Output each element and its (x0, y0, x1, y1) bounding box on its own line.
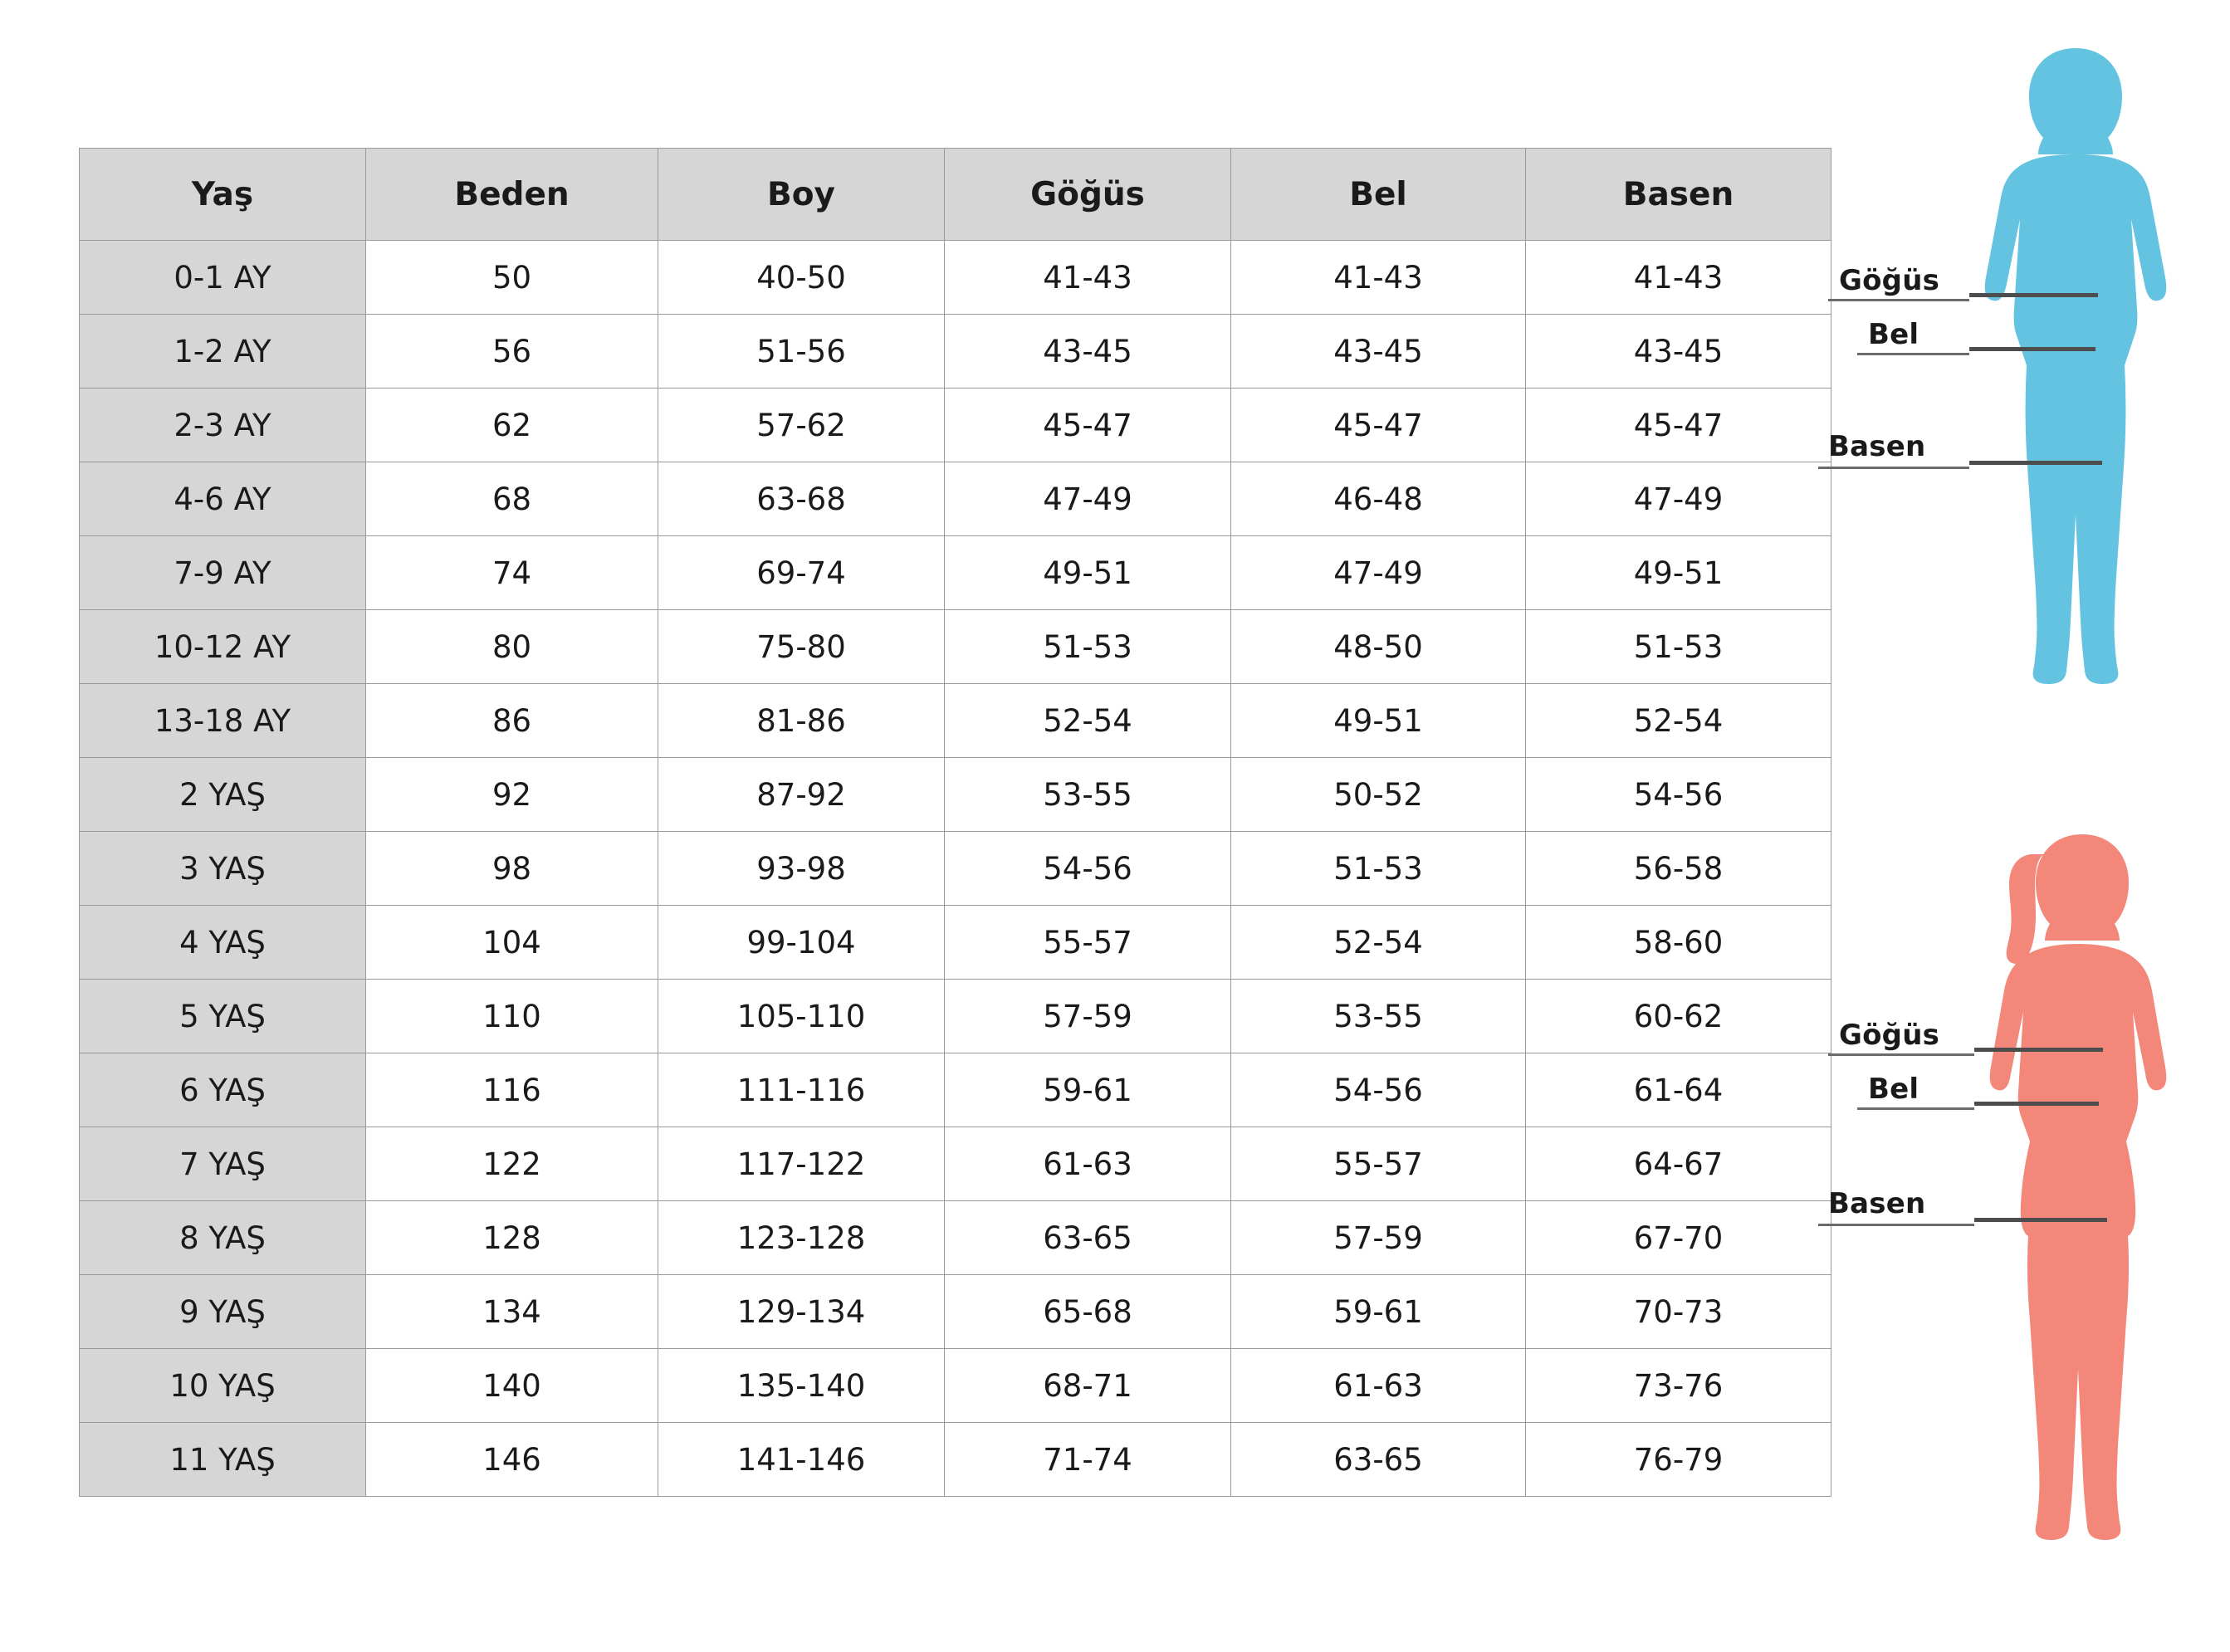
cell-age: 6 YAŞ (80, 1053, 366, 1127)
size-table (79, 148, 1831, 1497)
cell-hip: 41-43 (1526, 241, 1831, 315)
cell-chest: 47-49 (945, 462, 1231, 536)
cell-hip: 45-47 (1526, 389, 1831, 462)
cell-height: 81-86 (658, 684, 945, 758)
cell-age: 4 YAŞ (80, 906, 366, 980)
cell-height: 141-146 (658, 1423, 945, 1497)
table-row (80, 315, 1831, 389)
cell-size: 98 (366, 832, 658, 906)
cell-size: 140 (366, 1349, 658, 1423)
girl-chest-measure (1839, 1019, 1939, 1052)
cell-hip: 67-70 (1526, 1201, 1831, 1275)
cell-hip: 43-45 (1526, 315, 1831, 389)
cell-age: 0-1 AY (80, 241, 366, 315)
cell-hip: 60-62 (1526, 980, 1831, 1053)
cell-age: 1-2 AY (80, 315, 366, 389)
boy-hip-label: Basen (1828, 430, 1926, 463)
chest-line (1969, 293, 2098, 297)
boy-hip-leadline (1818, 467, 2084, 469)
girl-figure-block (1810, 826, 2225, 1644)
table-row (80, 610, 1831, 684)
table-row (80, 462, 1831, 536)
table-row (80, 980, 1831, 1053)
chest-line (1974, 1048, 2103, 1052)
cell-size: 50 (366, 241, 658, 315)
body-diagrams (1810, 17, 2225, 1644)
cell-waist: 41-43 (1231, 241, 1526, 315)
cell-chest: 55-57 (945, 906, 1231, 980)
cell-size: 104 (366, 906, 658, 980)
boy-chest-line (1969, 293, 2098, 297)
cell-size: 92 (366, 758, 658, 832)
cell-hip: 73-76 (1526, 1349, 1831, 1423)
cell-waist: 49-51 (1231, 684, 1526, 758)
cell-chest: 65-68 (945, 1275, 1231, 1349)
girl-hip-measure (1828, 1187, 1925, 1220)
cell-waist: 50-52 (1231, 758, 1526, 832)
cell-hip: 76-79 (1526, 1423, 1831, 1497)
lead-line (1828, 299, 1969, 301)
girl-chest-line (1974, 1048, 2103, 1052)
cell-size: 74 (366, 536, 658, 610)
cell-height: 51-56 (658, 315, 945, 389)
cell-height: 69-74 (658, 536, 945, 610)
cell-age: 11 YAŞ (80, 1423, 366, 1497)
cell-chest: 57-59 (945, 980, 1231, 1053)
table-row (80, 758, 1831, 832)
cell-size: 86 (366, 684, 658, 758)
cell-hip: 70-73 (1526, 1275, 1831, 1349)
cell-waist: 61-63 (1231, 1349, 1526, 1423)
cell-waist: 47-49 (1231, 536, 1526, 610)
boy-waist-leadline (1857, 353, 2106, 355)
cell-chest: 71-74 (945, 1423, 1231, 1497)
table-row (80, 1275, 1831, 1349)
cell-waist: 43-45 (1231, 315, 1526, 389)
cell-height: 63-68 (658, 462, 945, 536)
cell-age: 7-9 AY (80, 536, 366, 610)
table-row (80, 684, 1831, 758)
cell-age: 7 YAŞ (80, 1127, 366, 1201)
table-header-row (80, 149, 1831, 241)
girl-chest-label: Göğüs (1839, 1019, 1940, 1052)
cell-waist: 46-48 (1231, 462, 1526, 536)
cell-size: 68 (366, 462, 658, 536)
table-row (80, 389, 1831, 462)
lead-line (1828, 1053, 1974, 1056)
boy-chest-label: Göğüs (1839, 264, 1940, 297)
cell-waist: 45-47 (1231, 389, 1526, 462)
table-row (80, 1127, 1831, 1201)
boy-waist-label: Bel (1868, 318, 1919, 351)
cell-hip: 47-49 (1526, 462, 1831, 536)
lead-line (1857, 353, 1969, 355)
cell-size: 56 (366, 315, 658, 389)
cell-age: 9 YAŞ (80, 1275, 366, 1349)
cell-waist: 52-54 (1231, 906, 1526, 980)
column-header-waist: Bel (1231, 149, 1526, 241)
table-header (80, 149, 1831, 241)
column-header-age: Yaş (80, 149, 366, 241)
cell-age: 10 YAŞ (80, 1349, 366, 1423)
cell-height: 99-104 (658, 906, 945, 980)
cell-height: 135-140 (658, 1349, 945, 1423)
girl-waist-label: Bel (1868, 1073, 1919, 1106)
cell-hip: 51-53 (1526, 610, 1831, 684)
cell-size: 110 (366, 980, 658, 1053)
lead-line (1818, 1224, 1974, 1226)
boy-hip-measure (1828, 430, 1925, 463)
cell-age: 2 YAŞ (80, 758, 366, 832)
girl-hip-label: Basen (1828, 1187, 1926, 1220)
girl-hip-leadline (1818, 1224, 2100, 1226)
cell-chest: 45-47 (945, 389, 1231, 462)
cell-hip: 52-54 (1526, 684, 1831, 758)
cell-height: 40-50 (658, 241, 945, 315)
cell-height: 111-116 (658, 1053, 945, 1127)
table-row (80, 1053, 1831, 1127)
cell-size: 80 (366, 610, 658, 684)
cell-hip: 54-56 (1526, 758, 1831, 832)
cell-height: 87-92 (658, 758, 945, 832)
cell-chest: 61-63 (945, 1127, 1231, 1201)
cell-hip: 61-64 (1526, 1053, 1831, 1127)
cell-waist: 59-61 (1231, 1275, 1526, 1349)
hip-line (1969, 461, 2102, 465)
table-row (80, 832, 1831, 906)
girl-hip-line (1974, 1218, 2107, 1222)
cell-size: 62 (366, 389, 658, 462)
cell-size: 134 (366, 1275, 658, 1349)
cell-hip: 49-51 (1526, 536, 1831, 610)
cell-size: 146 (366, 1423, 658, 1497)
boy-chest-leadline (1828, 299, 2077, 301)
cell-chest: 59-61 (945, 1053, 1231, 1127)
cell-age: 4-6 AY (80, 462, 366, 536)
girl-chest-leadline (1828, 1053, 2094, 1056)
girl-waist-line (1974, 1102, 2099, 1106)
girl-waist-measure (1868, 1073, 1919, 1106)
girl-waist-leadline (1857, 1107, 2123, 1110)
boy-waist-line (1969, 347, 2096, 351)
boy-figure-block (1810, 42, 2225, 838)
cell-height: 105-110 (658, 980, 945, 1053)
cell-height: 129-134 (658, 1275, 945, 1349)
cell-waist: 51-53 (1231, 832, 1526, 906)
table-row (80, 1423, 1831, 1497)
cell-age: 8 YAŞ (80, 1201, 366, 1275)
cell-height: 75-80 (658, 610, 945, 684)
lead-line (1818, 467, 1969, 469)
lead-line (1857, 1107, 1974, 1110)
cell-chest: 49-51 (945, 536, 1231, 610)
cell-waist: 53-55 (1231, 980, 1526, 1053)
cell-height: 57-62 (658, 389, 945, 462)
hip-line (1974, 1218, 2107, 1222)
size-table-container (79, 148, 1831, 1497)
column-header-height: Boy (658, 149, 945, 241)
column-header-hip: Basen (1526, 149, 1831, 241)
table-row (80, 906, 1831, 980)
boy-hip-line (1969, 461, 2102, 465)
cell-height: 93-98 (658, 832, 945, 906)
column-header-chest: Göğüs (945, 149, 1231, 241)
cell-chest: 52-54 (945, 684, 1231, 758)
cell-waist: 57-59 (1231, 1201, 1526, 1275)
cell-age: 10-12 AY (80, 610, 366, 684)
cell-waist: 48-50 (1231, 610, 1526, 684)
cell-hip: 64-67 (1526, 1127, 1831, 1201)
table-row (80, 1349, 1831, 1423)
cell-age: 2-3 AY (80, 389, 366, 462)
cell-waist: 63-65 (1231, 1423, 1526, 1497)
cell-hip: 56-58 (1526, 832, 1831, 906)
cell-chest: 53-55 (945, 758, 1231, 832)
table-row (80, 536, 1831, 610)
cell-chest: 54-56 (945, 832, 1231, 906)
cell-age: 13-18 AY (80, 684, 366, 758)
cell-age: 3 YAŞ (80, 832, 366, 906)
cell-chest: 51-53 (945, 610, 1231, 684)
cell-waist: 55-57 (1231, 1127, 1526, 1201)
cell-chest: 68-71 (945, 1349, 1231, 1423)
cell-age: 5 YAŞ (80, 980, 366, 1053)
cell-size: 128 (366, 1201, 658, 1275)
table-row (80, 1201, 1831, 1275)
cell-hip: 58-60 (1526, 906, 1831, 980)
boy-waist-measure (1868, 318, 1919, 351)
waist-line (1969, 347, 2096, 351)
cell-chest: 43-45 (945, 315, 1231, 389)
boy-chest-measure (1839, 264, 1939, 297)
cell-chest: 63-65 (945, 1201, 1231, 1275)
waist-line (1974, 1102, 2099, 1106)
cell-chest: 41-43 (945, 241, 1231, 315)
cell-waist: 54-56 (1231, 1053, 1526, 1127)
cell-size: 122 (366, 1127, 658, 1201)
table-row (80, 241, 1831, 315)
cell-height: 123-128 (658, 1201, 945, 1275)
column-header-size: Beden (366, 149, 658, 241)
table-body (80, 241, 1831, 1497)
cell-size: 116 (366, 1053, 658, 1127)
cell-height: 117-122 (658, 1127, 945, 1201)
boy-figure-icon (1951, 42, 2200, 814)
